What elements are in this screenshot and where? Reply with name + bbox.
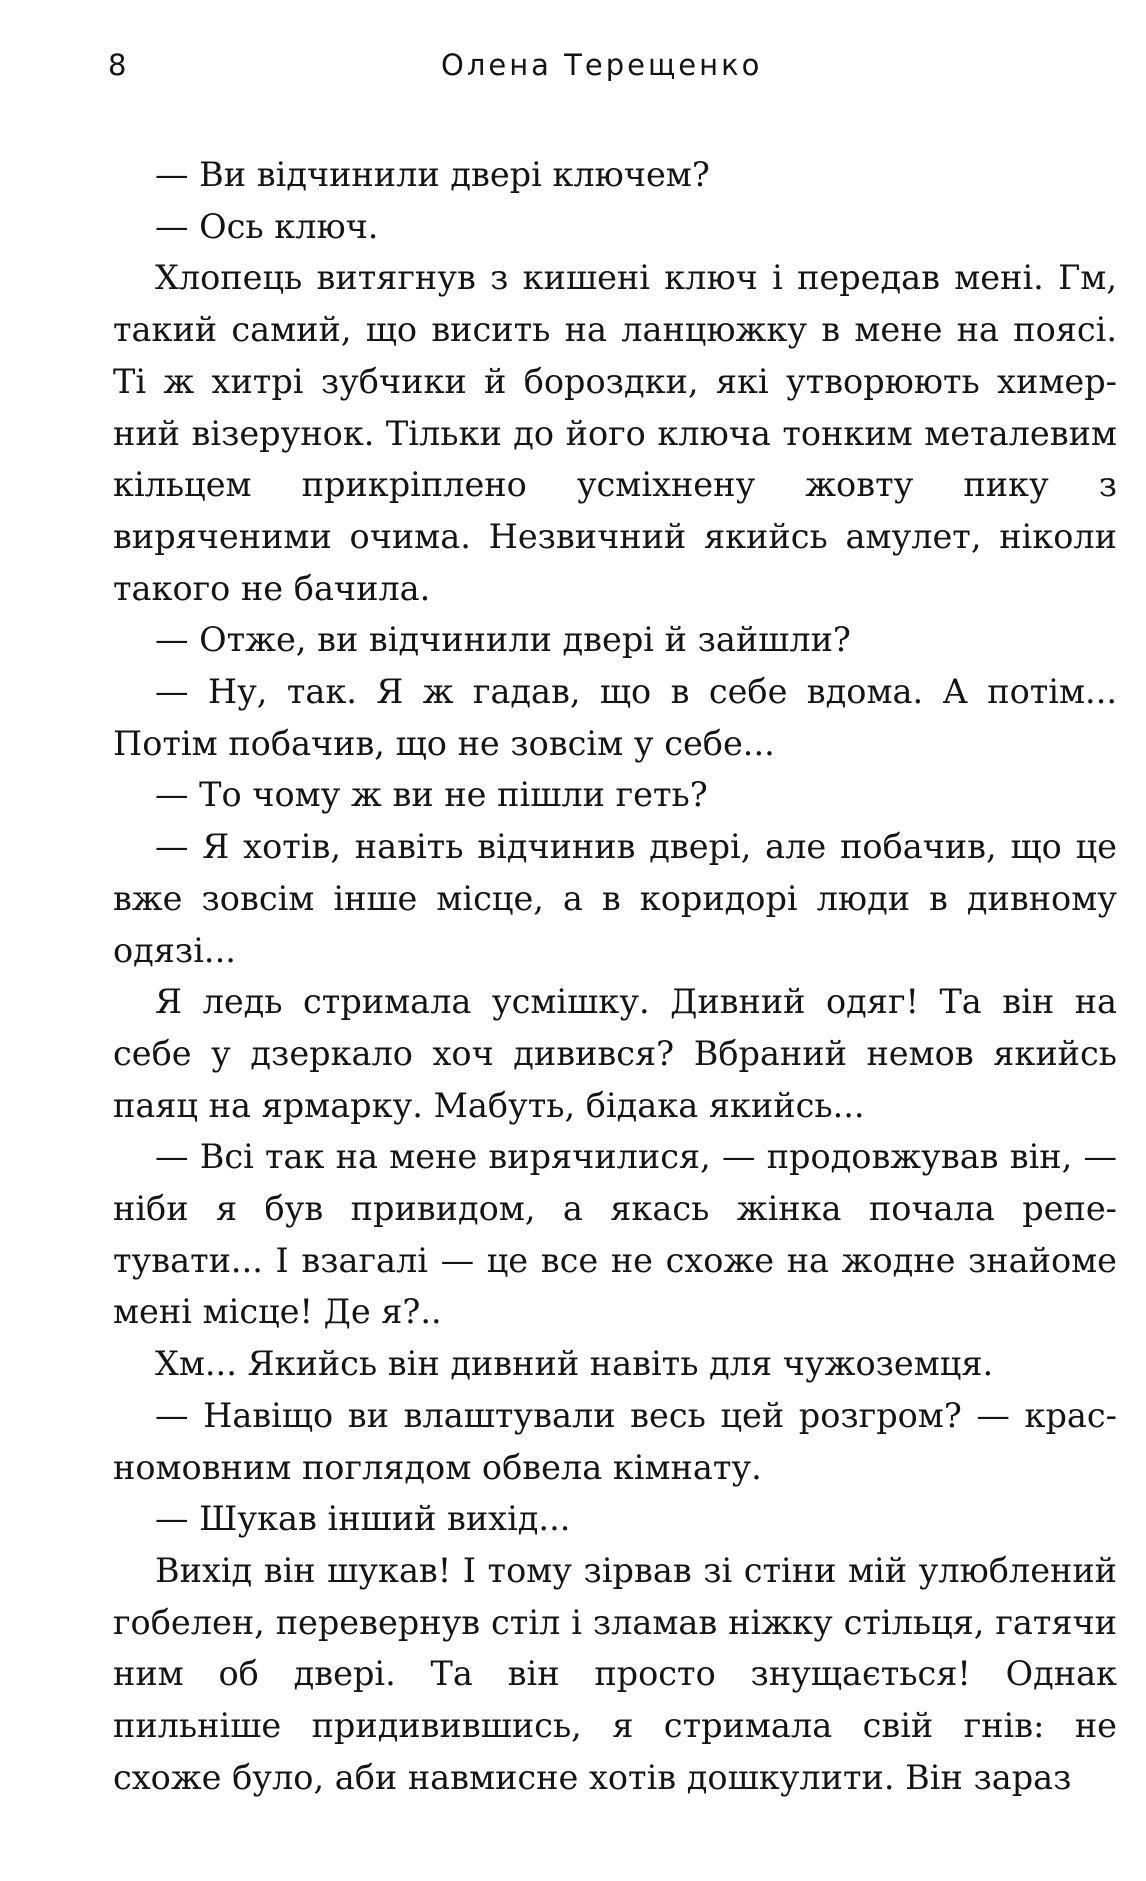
dialogue-line: — Всі так на мене вирячилися, — продовжував він, — ніби я був привидом, а якась жінка почала репетувати... І взагалі — це все не схоже на жодне знайоме мені місце! Де я?.. [113,1137,1117,1332]
page-number: 8 [108,48,130,82]
dialogue-line: — Отже, ви відчинили двері й зайшли? [155,620,851,660]
narrative-paragraph: Хлопець витягнув з кишені ключ і передав мені. Гм, такий самий, що висить на ланцюжку в мене на поясі. Ті ж хитрі зубчики й бороздки, які утворюють химерний візерунок. Тільки до його ключа тонким металевим кільцем прикріплено усміхнену жовту пику з виряченими очима. Незвичний якийсь амулет, ніколи такого не бачила. [113,258,1117,608]
dialogue-line: — Ну, так. Я ж гадав, що в себе вдома. А потім... Потім побачив, що не зовсім у себе... [113,672,1117,763]
narrative-paragraph: Я ледь стримала усмішку. Дивний одяг! Та він на себе у дзеркало хоч дивився? Вбраний немов якийсь паяц на ярмарку. Мабуть, бідака якийсь... [113,982,1117,1125]
narrative-paragraph: Вихід він шукав! І тому зірвав зі стіни мій улюблений гобелен, перевернув стіл і зламав ніжку стільця, гатячи ним об двері. Та він просто знущається! Однак пильніше придивившись, я стримала свій гнів: не схоже було, аби навмисне хотів дошкулити. Він зараз [113,1550,1117,1797]
dialogue-line: — Навіщо ви влаштували весь цей розгром? — красномовним поглядом обвела кімнату. [113,1395,1117,1487]
dialogue-line: — Ви відчинили двері ключем? [155,155,710,194]
running-header [108,40,1108,90]
dialogue-line: — То чому ж ви не пішли геть? [155,775,708,815]
narrative-paragraph: Хм... Якийсь він дивний навіть для чужоземця. [155,1344,994,1384]
dialogue-line: — Шукав інший вихід... [155,1499,571,1539]
dialogue-line: — Я хотів, навіть відчинив двері, але побачив, що це вже зовсім інше місце, а в коридорі люди в дивному одязі... [113,827,1117,970]
dialogue-line: — Ось ключ. [155,206,379,246]
body-text [113,149,1117,1804]
author-name: Олена Терещенко [441,48,763,82]
